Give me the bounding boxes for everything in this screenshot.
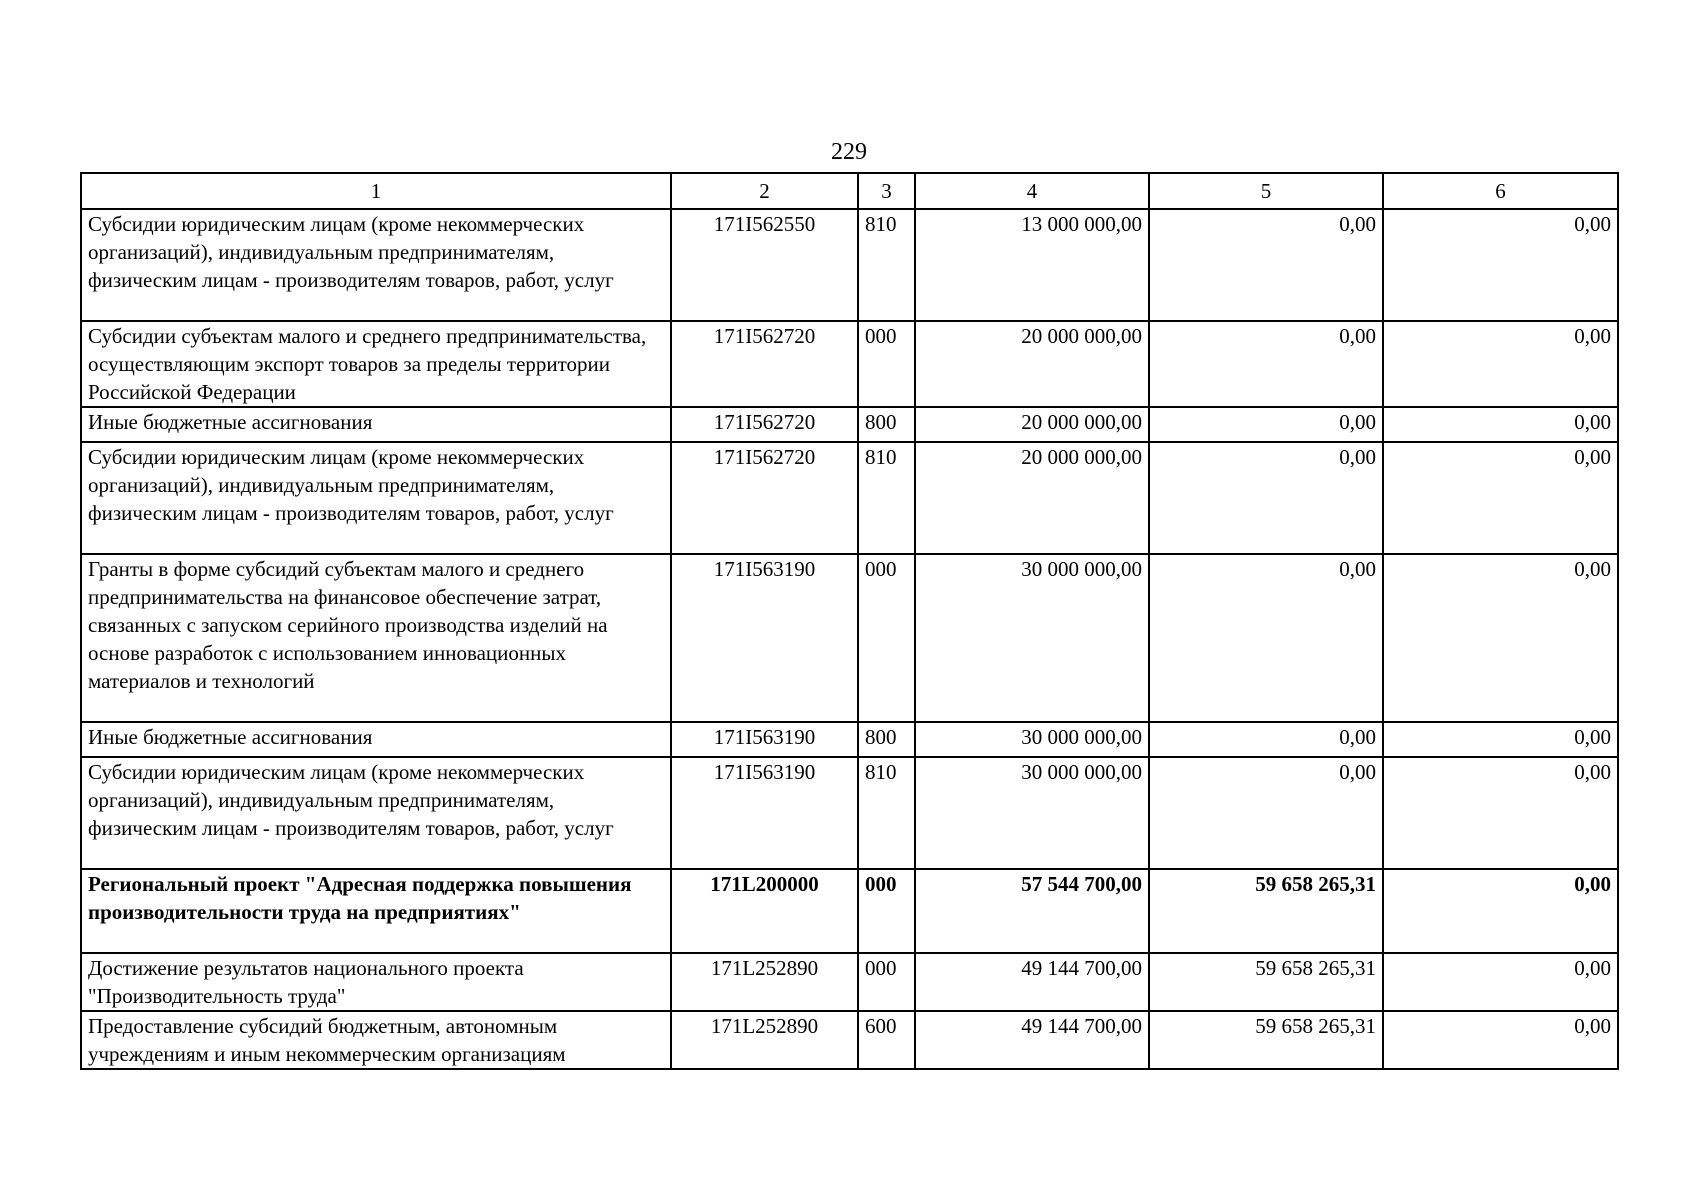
row-amount-col6-cell: 0,00 <box>1383 869 1618 953</box>
row-code-cell: 171I562550 <box>671 209 858 321</box>
row-name-cell: Иные бюджетные ассигнования <box>81 407 671 442</box>
table-row <box>81 442 1618 554</box>
table-row <box>81 554 1618 722</box>
row-amount-col6-cell: 0,00 <box>1383 407 1618 442</box>
row-amount-col4-cell: 13 000 000,00 <box>915 209 1149 321</box>
table-row <box>81 321 1618 407</box>
row-name-cell: Субсидии юридическим лицам (кроме некоммерческих организаций), индивидуальным предпринимателям, физическим лицам - производителям товаров, работ, услуг <box>81 209 671 321</box>
row-amount-col4-cell: 20 000 000,00 <box>915 321 1149 407</box>
row-name-cell: Гранты в форме субсидий субъектам малого и среднего предпринимательства на финансовое обеспечение затрат, связанных с запуском серийного производства изделий на основе разработок с использованием инновационных материалов и технологий <box>81 554 671 722</box>
header-row <box>81 173 1618 209</box>
header-cell: 2 <box>671 173 858 209</box>
row-amount-col5-cell: 0,00 <box>1149 407 1383 442</box>
row-amount-col6-cell: 0,00 <box>1383 722 1618 757</box>
header-cell: 5 <box>1149 173 1383 209</box>
row-amount-col5-cell: 59 658 265,31 <box>1149 953 1383 1011</box>
row-code-cell: 171L252890 <box>671 1011 858 1069</box>
row-name-cell: Достижение результатов национального проекта "Производительность труда" <box>81 953 671 1011</box>
table-row <box>81 722 1618 757</box>
header-cell: 1 <box>81 173 671 209</box>
budget-table <box>80 172 1619 1070</box>
row-type-cell: 800 <box>858 722 915 757</box>
row-amount-col5-cell: 0,00 <box>1149 442 1383 554</box>
row-amount-col6-cell: 0,00 <box>1383 554 1618 722</box>
row-amount-col4-cell: 49 144 700,00 <box>915 1011 1149 1069</box>
row-code-cell: 171I563190 <box>671 757 858 869</box>
row-type-cell: 810 <box>858 209 915 321</box>
row-amount-col6-cell: 0,00 <box>1383 1011 1618 1069</box>
row-code-cell: 171I562720 <box>671 407 858 442</box>
row-name-cell: Предоставление субсидий бюджетным, автономным учреждениям и иным некоммерческим организациям <box>81 1011 671 1069</box>
table-row <box>81 1011 1618 1069</box>
row-code-cell: 171I562720 <box>671 442 858 554</box>
page-number: 229 <box>831 139 867 165</box>
row-amount-col4-cell: 20 000 000,00 <box>915 442 1149 554</box>
row-type-cell: 810 <box>858 442 915 554</box>
row-type-cell: 000 <box>858 869 915 953</box>
table-row <box>81 953 1618 1011</box>
row-amount-col4-cell: 30 000 000,00 <box>915 554 1149 722</box>
table-row <box>81 869 1618 953</box>
row-amount-col4-cell: 49 144 700,00 <box>915 953 1149 1011</box>
row-amount-col6-cell: 0,00 <box>1383 209 1618 321</box>
row-name-cell: Субсидии субъектам малого и среднего предпринимательства, осуществляющим экспорт товаров за пределы территории Российской Федерации <box>81 321 671 407</box>
row-type-cell: 000 <box>858 953 915 1011</box>
row-amount-col6-cell: 0,00 <box>1383 953 1618 1011</box>
row-amount-col5-cell: 0,00 <box>1149 209 1383 321</box>
row-type-cell: 810 <box>858 757 915 869</box>
row-type-cell: 000 <box>858 554 915 722</box>
row-amount-col5-cell: 0,00 <box>1149 757 1383 869</box>
row-name-cell: Субсидии юридическим лицам (кроме некоммерческих организаций), индивидуальным предпринимателям, физическим лицам - производителям товаров, работ, услуг <box>81 757 671 869</box>
row-amount-col4-cell: 30 000 000,00 <box>915 722 1149 757</box>
row-type-cell: 800 <box>858 407 915 442</box>
header-cell: 4 <box>915 173 1149 209</box>
row-amount-col5-cell: 0,00 <box>1149 722 1383 757</box>
table-row <box>81 407 1618 442</box>
table-row <box>81 757 1618 869</box>
row-amount-col6-cell: 0,00 <box>1383 757 1618 869</box>
row-code-cell: 171I563190 <box>671 722 858 757</box>
row-code-cell: 171I563190 <box>671 554 858 722</box>
table-row <box>81 209 1618 321</box>
row-amount-col6-cell: 0,00 <box>1383 442 1618 554</box>
row-amount-col5-cell: 0,00 <box>1149 554 1383 722</box>
row-name-cell: Субсидии юридическим лицам (кроме некоммерческих организаций), индивидуальным предпринимателям, физическим лицам - производителям товаров, работ, услуг <box>81 442 671 554</box>
row-code-cell: 171L200000 <box>671 869 858 953</box>
row-name-cell: Региональный проект "Адресная поддержка повышения производительности труда на предприятиях" <box>81 869 671 953</box>
row-amount-col5-cell: 59 658 265,31 <box>1149 869 1383 953</box>
row-code-cell: 171L252890 <box>671 953 858 1011</box>
row-amount-col5-cell: 59 658 265,31 <box>1149 1011 1383 1069</box>
header-cell: 3 <box>858 173 915 209</box>
row-amount-col6-cell: 0,00 <box>1383 321 1618 407</box>
row-name-cell: Иные бюджетные ассигнования <box>81 722 671 757</box>
header-cell: 6 <box>1383 173 1618 209</box>
row-amount-col4-cell: 20 000 000,00 <box>915 407 1149 442</box>
row-type-cell: 000 <box>858 321 915 407</box>
row-type-cell: 600 <box>858 1011 915 1069</box>
row-code-cell: 171I562720 <box>671 321 858 407</box>
row-amount-col4-cell: 57 544 700,00 <box>915 869 1149 953</box>
row-amount-col4-cell: 30 000 000,00 <box>915 757 1149 869</box>
row-amount-col5-cell: 0,00 <box>1149 321 1383 407</box>
